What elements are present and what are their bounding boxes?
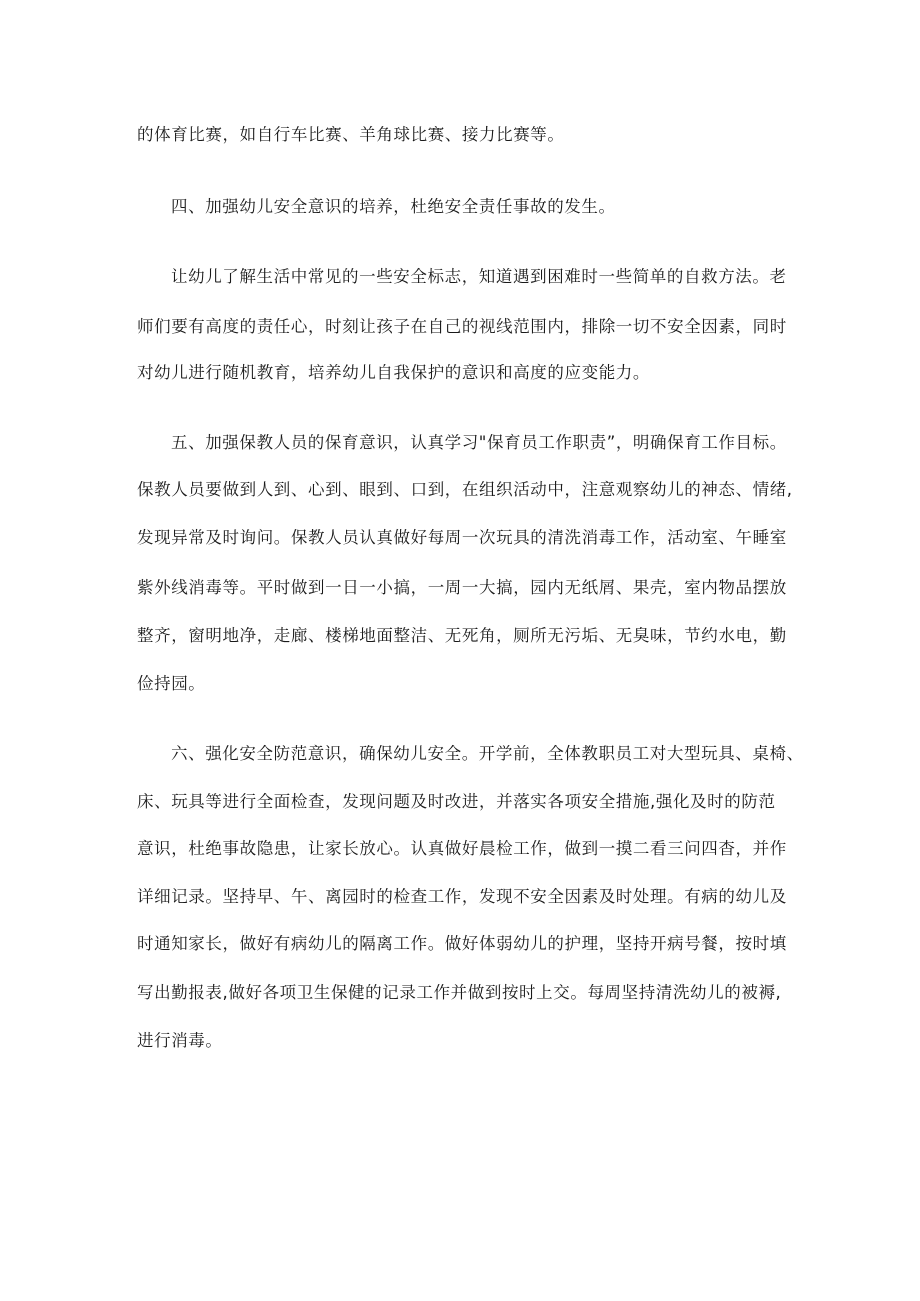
paragraph-3-line-end: 的体育比赛，如自行车比赛、羊角球比赛、接力比赛等。: [137, 125, 565, 144]
paragraph-6-line-2: 意识，杜绝事故隐患，让家长放心。认真做好晨检工作，做到一摸二看三问四杳，并作: [137, 839, 787, 858]
paragraph-6-line-4: 时通知家长，做好有病幼儿的隔离工作。做好体弱幼儿的护理，坚持开病号餐，按时填: [137, 934, 787, 953]
paragraph-5-line-4: 整齐，窗明地净，走廊、楼梯地面整洁、无死角，厕所无污垢、无臭味，节约水电，勤: [137, 626, 787, 645]
paragraph-5-line-2: 发现异常及时询问。保教人员认真做好每周一次玩具的清洗消毒工作，活动室、午睡室: [137, 528, 787, 547]
paragraph-6-line-6: 进行消毒。: [137, 1031, 223, 1050]
paragraph-5-line-3: 紫外线消毒等。平时做到一日一小搞，一周一大搞，园内无纸屑、果壳，室内物品摆放: [137, 578, 787, 597]
section-4-heading: 四、加强幼儿安全意识的培养，杜绝安全责任事故的发生。: [171, 197, 616, 216]
paragraph-6-line-1: 床、玩具等进行全面检查，发现问题及时改进，并落实各项安全措施,强化及时的防范: [137, 792, 776, 811]
paragraph-5-line-5: 俭持园。: [137, 674, 206, 693]
paragraph-6-line-3: 详细记录。坚持早、午、离园时的检查工作，发现不安全因素及时处理。有病的幼儿及: [137, 887, 787, 906]
paragraph-4-line-2: 师们要有高度的责任心，时刻让孩子在自己的视线范围内，排除一切不安全因素，同时: [137, 317, 787, 336]
section-6-heading: 六、强化安全防范意识，确保幼儿安全。开学前，全体教职员工对大型玩具、桌椅、: [171, 744, 804, 763]
section-5-heading: 五、加强保教人员的保育意识，认真学习"保育员工作职责”，明确保育工作目标。: [171, 433, 787, 452]
paragraph-4-line-1: 让幼儿了解生活中常见的一些安全标志，知道遇到困难时一些简单的自救方法。老: [171, 267, 787, 286]
paragraph-6-line-5: 写出勤报表,做好各项卫生保健的记录工作并做到按时上交。每周坚持清洗幼儿的被褥,: [137, 983, 782, 1002]
paragraph-5-line-1: 保教人员要做到人到、心到、眼到、口到，在组织活动中，注意观察幼儿的神态、情绪,: [137, 480, 793, 499]
paragraph-4-line-3: 对幼儿进行随机教育，培养幼儿自我保护的意识和高度的应变能力。: [137, 363, 650, 382]
